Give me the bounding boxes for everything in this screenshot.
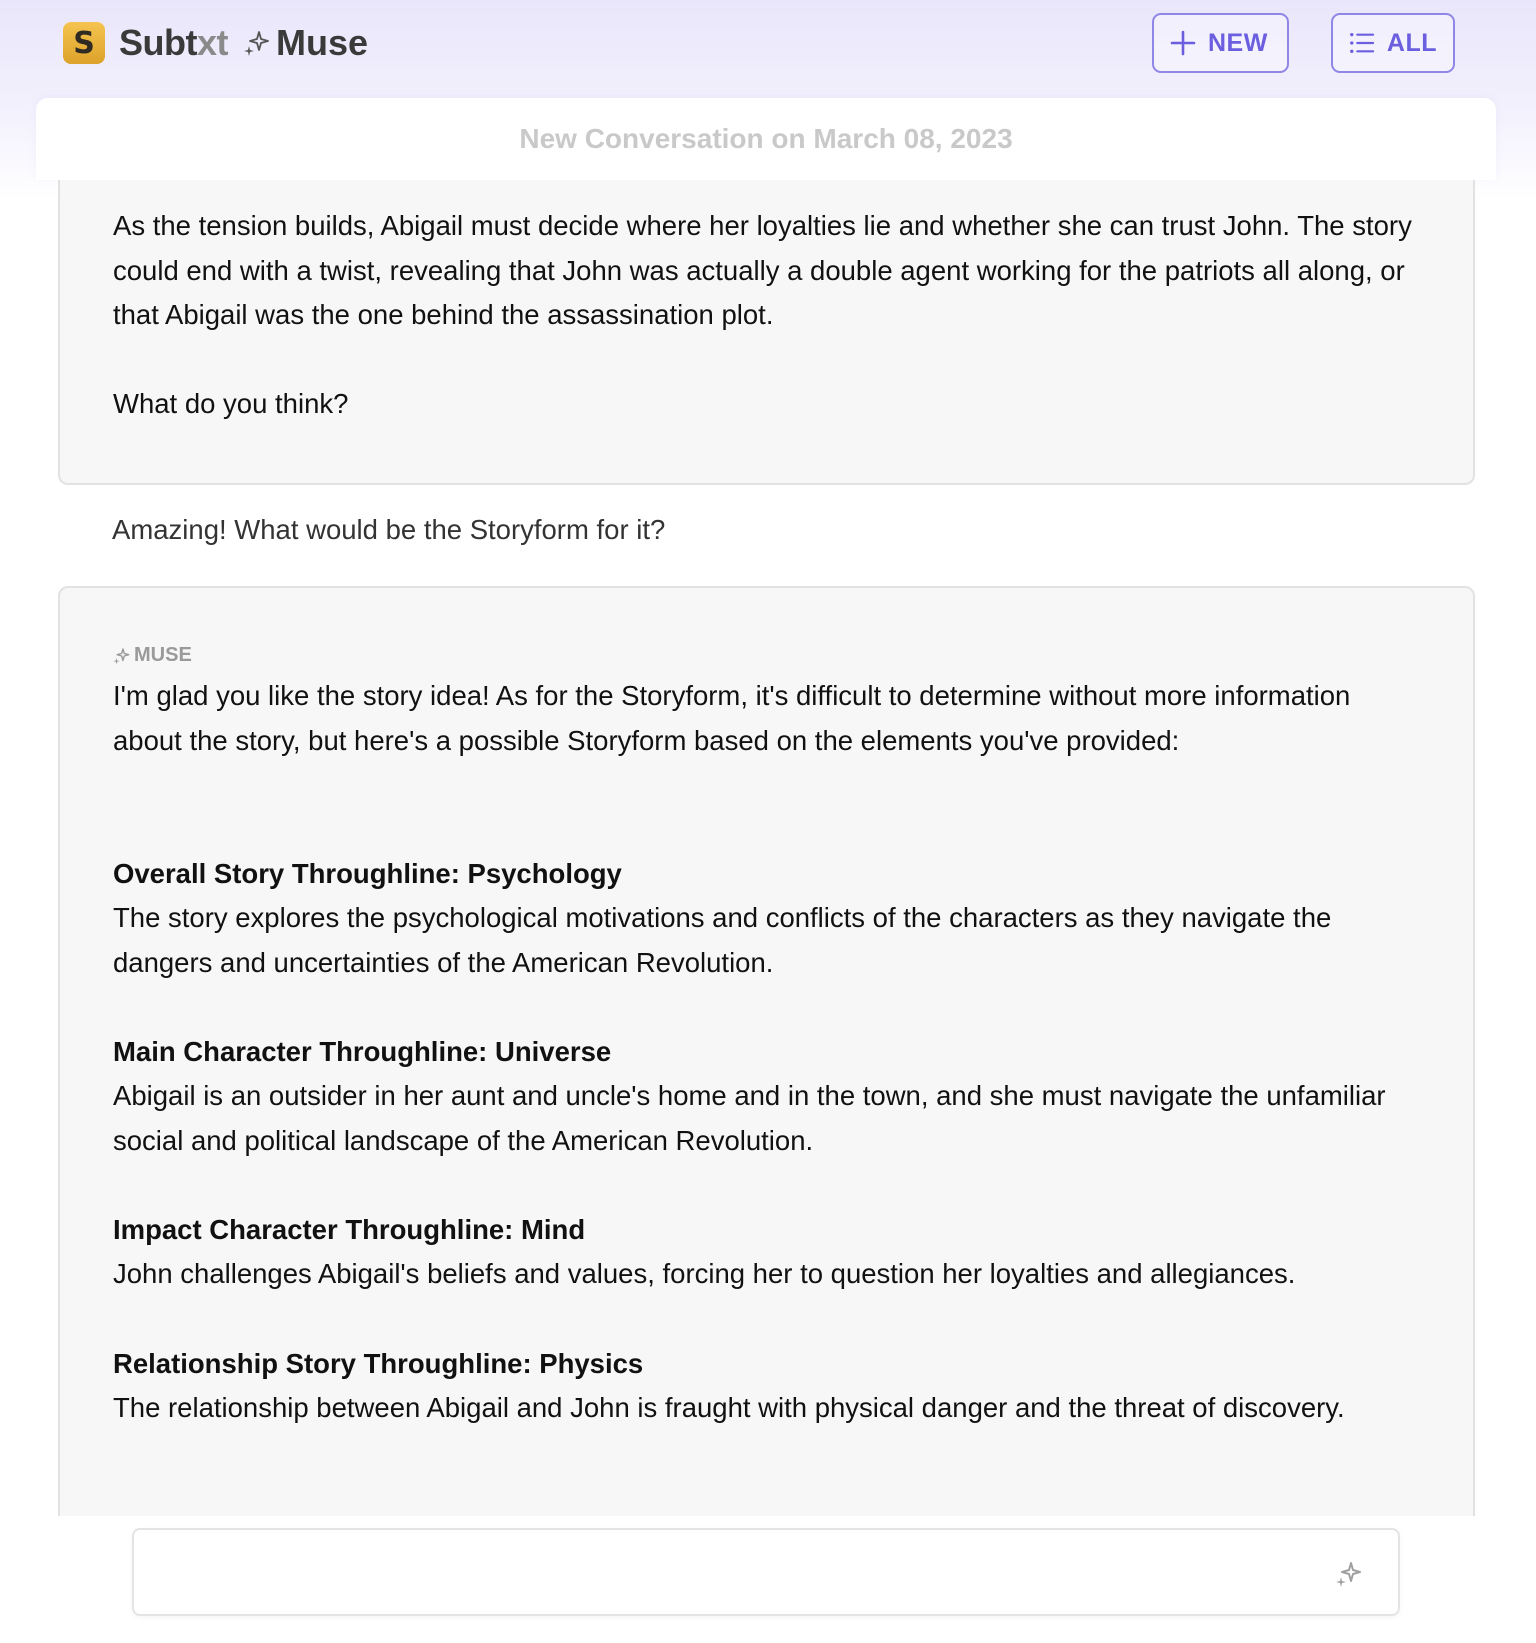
sparkle-icon — [242, 29, 270, 57]
all-conversations-button[interactable]: ALL — [1331, 13, 1455, 73]
list-icon — [1349, 30, 1375, 56]
logo-icon: S — [63, 22, 105, 64]
muse-label: MUSE — [112, 644, 192, 667]
muse-intro: I'm glad you like the story idea! As for the Storyform, it's difficult to determine without more information about the story, but here's a possible Storyform based on the elements you've provided: — [113, 680, 1351, 756]
plus-icon — [1170, 30, 1196, 56]
section-body: The story explores the psychological motivations and conflicts of the characters as they navigate the dangers and uncertainties of the American Revolution. — [113, 902, 1332, 978]
section-heading: Impact Character Throughline: Mind — [113, 1214, 586, 1245]
sparkle-icon — [112, 647, 130, 665]
section-heading: Relationship Story Throughline: Physics — [113, 1348, 644, 1379]
section-body: The relationship between Abigail and John is fraught with physical danger and the threat of discovery. — [113, 1392, 1345, 1423]
message-input-box[interactable] — [132, 1528, 1400, 1616]
new-conversation-button[interactable]: NEW — [1152, 13, 1289, 73]
brand[interactable] — [63, 22, 368, 64]
brand-product: Muse — [276, 22, 369, 63]
section-body: Abigail is an outsider in her aunt and uncle's home and in the town, and she must navigate the unfamiliar social and political landscape of the American Revolution. — [113, 1080, 1386, 1156]
message-question: What do you think? — [113, 388, 349, 419]
conversation-title: New Conversation on March 08, 2023 — [519, 123, 1013, 154]
brand-name: Subtxt — [119, 22, 228, 63]
header — [0, 0, 1536, 96]
section-heading: Overall Story Throughline: Psychology — [113, 858, 622, 889]
user-message: Amazing! What would be the Storyform for it? — [112, 514, 666, 545]
conversation-title-bar — [36, 98, 1496, 180]
section-heading: Main Character Throughline: Universe — [113, 1036, 612, 1067]
message-input[interactable] — [154, 1548, 1304, 1598]
message-paragraph: As the tension builds, Abigail must decide where her loyalties lie and whether she can trust John. The story could end with a twist, revealing that John was actually a double agent working for the patriots all along, or that Abigail was the one behind the assassination plot. — [113, 210, 1412, 330]
send-sparkle-icon[interactable] — [1334, 1560, 1362, 1588]
section-body: John challenges Abigail's beliefs and values, forcing her to question her loyalties and allegiances. — [113, 1258, 1296, 1289]
